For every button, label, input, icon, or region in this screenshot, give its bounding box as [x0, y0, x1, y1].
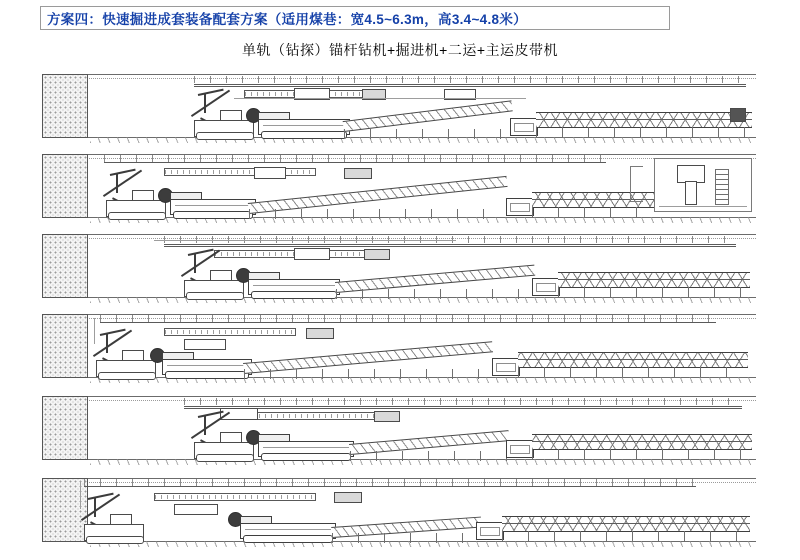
- page-subtitle: 单轨（钻探）锚杆钻机+掘进机+二运+主运皮带机: [241, 42, 559, 58]
- belt-center-line: [558, 279, 750, 280]
- anchor-drill-rig: [194, 413, 254, 459]
- belt-drive-unit: [510, 118, 538, 136]
- monorail-track: [164, 244, 736, 247]
- main-belt-conveyor: [536, 112, 752, 128]
- belt-center-line: [502, 523, 750, 524]
- conveyor-legs: [249, 209, 509, 219]
- coal-face-hatch: [42, 154, 88, 218]
- roadheader-crawler: [165, 371, 249, 379]
- main-belt-conveyor: [532, 434, 752, 450]
- belt-legs: [558, 287, 750, 297]
- layout-row-5: [44, 394, 756, 464]
- monorail-track: [100, 322, 716, 323]
- roadheader-crawler: [251, 291, 337, 299]
- leader-line: [154, 240, 456, 241]
- anchor-drill-rig: [96, 331, 156, 377]
- monorail-hangers: [84, 479, 696, 486]
- monorail-hangers: [194, 76, 746, 83]
- equipment-box: [306, 328, 334, 339]
- ventilation-duct: [154, 493, 316, 501]
- leader-line: [234, 98, 526, 99]
- belt-legs: [518, 367, 748, 377]
- conveyor-legs: [332, 533, 482, 543]
- equipment-box: [174, 504, 218, 515]
- coal-face-hatch: [42, 74, 88, 138]
- main-belt-conveyor: [502, 516, 750, 532]
- layout-row-1: [44, 72, 756, 142]
- leader-line-vertical: [80, 481, 81, 509]
- drawing-rows: [0, 68, 800, 558]
- equipment-box: [254, 167, 286, 179]
- coal-face-hatch: [42, 396, 88, 460]
- belt-legs: [502, 531, 750, 541]
- rig-crawler: [186, 292, 244, 300]
- title-banner: [40, 6, 670, 30]
- node-detail-inset: [654, 158, 752, 212]
- roof-line: [44, 396, 756, 397]
- main-belt-conveyor: [558, 272, 750, 288]
- second-conveyor: [343, 100, 513, 132]
- roadheader-crawler: [243, 535, 333, 543]
- leader-line-vertical: [94, 318, 95, 344]
- roadheader: [248, 263, 340, 297]
- belt-center-line: [532, 441, 752, 442]
- layout-row-6: [44, 476, 756, 546]
- anchor-drill-rig: [84, 495, 144, 541]
- belt-legs: [532, 207, 662, 217]
- rig-crawler: [98, 372, 156, 380]
- coal-face-hatch: [42, 314, 88, 378]
- ventilation-duct: [164, 328, 296, 336]
- rig-mast: [194, 253, 196, 273]
- monorail-track: [184, 406, 742, 409]
- anchor-drill-rig: [106, 171, 166, 217]
- rig-crawler: [108, 212, 166, 220]
- detail-box: [685, 181, 697, 205]
- rig-crawler: [86, 536, 144, 544]
- monorail-hangers: [184, 398, 742, 405]
- belt-drive-unit: [476, 522, 504, 540]
- detail-bracket: [630, 166, 643, 202]
- layout-row-2: [44, 152, 756, 222]
- belt-drive-unit: [492, 358, 520, 376]
- conveyor-legs: [244, 369, 494, 379]
- rig-mast: [204, 415, 206, 435]
- equipment-box: [334, 492, 362, 503]
- main-belt-conveyor: [518, 352, 748, 368]
- monorail-track: [84, 486, 696, 487]
- equipment-box: [374, 411, 400, 422]
- roadheader-crawler: [261, 131, 347, 139]
- rig-mast: [204, 93, 206, 113]
- rig-mast: [94, 497, 96, 517]
- rig-crawler: [196, 454, 254, 462]
- belt-drive-unit: [532, 278, 560, 296]
- rig-mast: [116, 173, 118, 193]
- equipment-box: [364, 249, 390, 260]
- monorail-track: [194, 84, 746, 87]
- detail-ladder: [715, 169, 729, 205]
- rig-mast: [106, 333, 108, 353]
- roadheader-crawler: [173, 211, 253, 219]
- roadheader: [240, 507, 336, 541]
- monorail-hangers: [104, 155, 606, 162]
- ventilation-duct: [164, 168, 316, 176]
- conveyor-legs: [344, 129, 514, 139]
- conveyor-legs: [350, 451, 510, 461]
- monorail-hangers: [100, 315, 716, 322]
- monorail-track: [104, 162, 606, 163]
- anchor-drill-rig: [194, 91, 254, 137]
- roadheader: [170, 183, 256, 217]
- layout-row-3: [44, 232, 756, 302]
- belt-legs: [532, 449, 752, 459]
- roadheader: [258, 103, 350, 137]
- roof-line: [44, 74, 756, 75]
- rig-crawler: [196, 132, 254, 140]
- belt-drive-unit: [506, 440, 534, 458]
- detail-floor-line: [659, 206, 747, 207]
- conveyor-legs: [336, 289, 536, 299]
- anchor-drill-rig: [184, 251, 244, 297]
- belt-center-line: [518, 359, 748, 360]
- belt-tail-box: [730, 108, 746, 122]
- belt-drive-unit: [506, 198, 534, 216]
- roadheader: [162, 343, 252, 377]
- equipment-box: [294, 248, 330, 260]
- belt-center-line: [536, 119, 752, 120]
- layout-row-4: [44, 312, 756, 382]
- belt-legs: [536, 127, 752, 137]
- page-title: 方案四：快速掘进成套装备配套方案（适用煤巷：宽4.5~6.3m，高3.4~4.8米）: [47, 12, 527, 27]
- equipment-box: [344, 168, 372, 179]
- coal-face-hatch: [42, 478, 88, 542]
- roadheader-crawler: [261, 453, 351, 461]
- roof-line: [44, 234, 756, 235]
- coal-face-hatch: [42, 234, 88, 298]
- roadheader: [258, 425, 354, 459]
